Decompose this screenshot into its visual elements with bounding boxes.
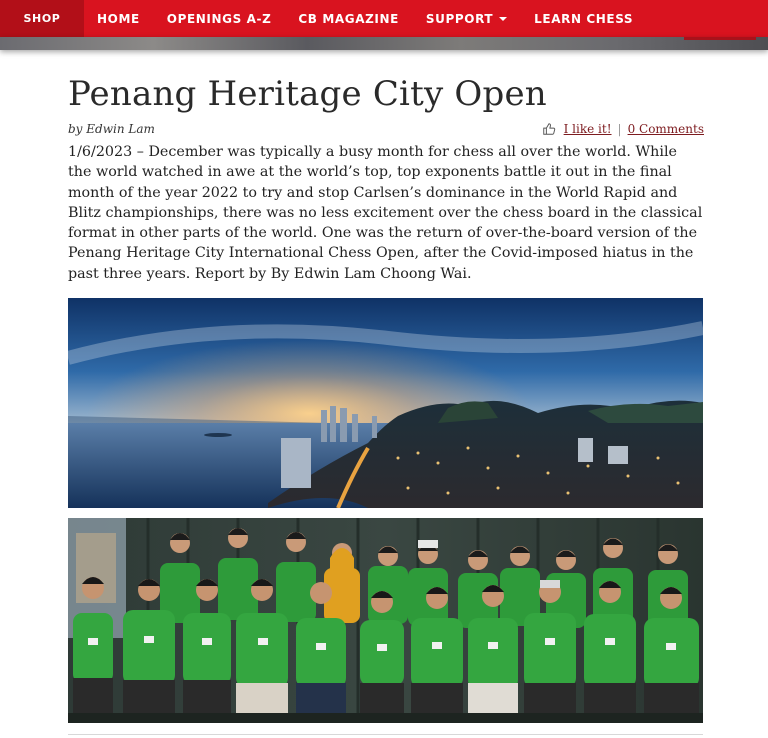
article (68, 50, 704, 284)
nav-item-support[interactable] (412, 0, 520, 37)
nav-item-label: HOME (97, 11, 140, 26)
nav-item-learn-chess[interactable] (521, 0, 647, 37)
article-actions (542, 122, 704, 136)
like-link[interactable]: I like it! (563, 122, 612, 136)
comments-link[interactable]: 0 Comments (627, 122, 704, 136)
article-meta (68, 120, 704, 138)
nav-item-home[interactable] (84, 0, 153, 37)
nav-item-label: SUPPORT (425, 11, 494, 26)
group-image (68, 518, 703, 723)
skyline-image (68, 298, 703, 508)
top-navigation (0, 0, 768, 37)
chevron-down-icon (499, 17, 507, 21)
article-title: Penang Heritage City Open (68, 74, 547, 114)
group-photo[interactable] (68, 518, 703, 723)
divider (68, 734, 703, 735)
nav-item-label: LEARN CHESS (534, 11, 634, 26)
nav-shop-link[interactable]: SHOP (0, 0, 84, 37)
thumbs-up-icon[interactable] (542, 122, 556, 136)
nav-item-label: CB MAGAZINE (298, 11, 399, 26)
nav-item-label: OPENINGS A-Z (166, 11, 272, 26)
header-banner-strip (0, 37, 768, 50)
banner-accent (684, 37, 756, 40)
penang-skyline-photo[interactable] (68, 298, 703, 508)
article-intro: 1/6/2023 – December was typically a busy month for chess all over the world. While the world watched in awe at the world’s top, top exponents battle it out in the final month of the year 2022 to try and stop Carlsen’s dominance in the World Rapid and Blitz championships, there was no less excitement over the chess board in the classical format in other parts of the world. One was the return of over-the-board version of the Penang Heritage City International Chess Open, after the Covid-imposed hiatus in the past three years. Report by By Edwin Lam Choong Wai. (68, 144, 703, 282)
nav-item-cb-magazine[interactable] (285, 0, 413, 37)
separator: | (617, 122, 622, 136)
nav-item-openings[interactable] (153, 0, 285, 37)
article-author: by Edwin Lam (68, 122, 155, 136)
